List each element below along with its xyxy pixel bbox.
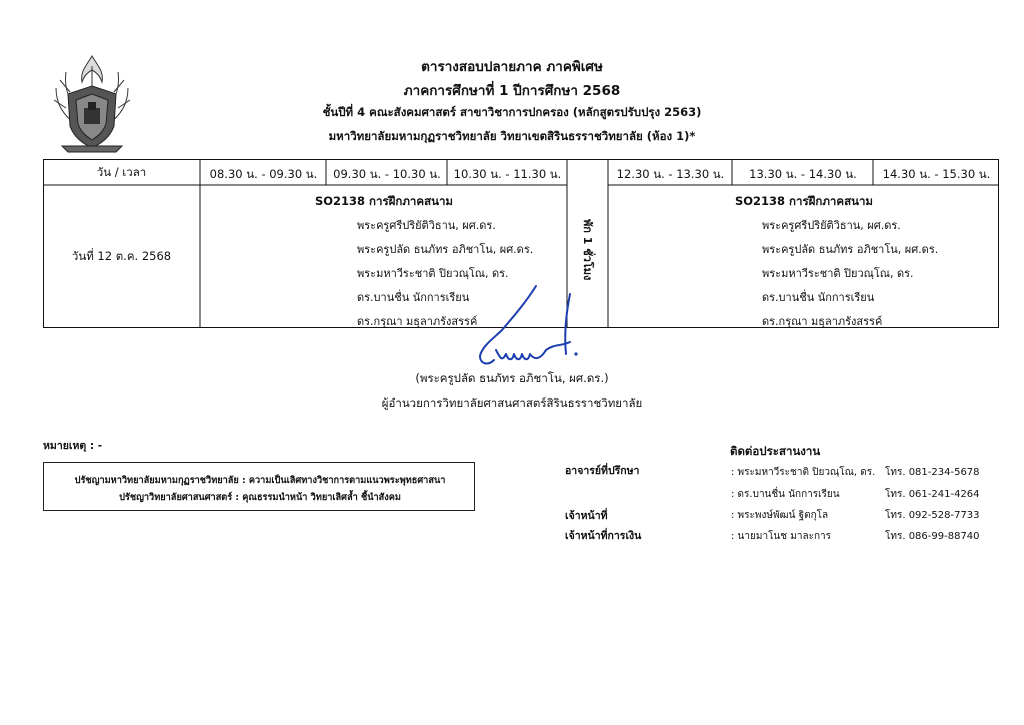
semester-title: ภาคการศึกษาที่ 1 ปีการศึกษา 2568 <box>403 83 621 99</box>
contact-role-staff: เจ้าหน้าที่ <box>565 510 608 522</box>
morning-instructor-1: พระครูศรีปริยัติวิธาน, ผศ.ดร. <box>357 219 496 232</box>
corner-header: วัน / เวลา <box>96 165 147 179</box>
slot-header-1: 08.30 น. - 09.30 น. <box>209 167 318 181</box>
afternoon-instructor-1: พระครูศรีปริยัติวิธาน, ผศ.ดร. <box>762 219 901 232</box>
slot-header-2: 09.30 น. - 10.30 น. <box>333 167 441 181</box>
afternoon-instructor-2: พระครูปลัด ธนภัทร อภิชาโน, ผศ.ดร. <box>762 243 939 256</box>
signatory-name: (พระครูปลัด ธนภัทร อภิชาโน, ผศ.ดร.) <box>415 371 609 385</box>
contact-name-2: : ดร.บานชื่น นักการเรียน <box>731 489 840 500</box>
campus-line: มหาวิทยาลัยมหามกุฏราชวิทยาลัย วิทยาเขตสิรินธรราชวิทยาลัย (ห้อง 1)* <box>328 129 696 143</box>
contact-tel-2: โทร. 061-241-4264 <box>885 489 980 500</box>
afternoon-course: SO2138 การฝึกภาคสนาม <box>734 194 874 208</box>
contact-name-1: : พระมหาวีระชาติ ปิยวณฺโณ, ดร. <box>731 467 876 478</box>
morning-course: SO2138 การฝึกภาคสนาม <box>314 194 454 208</box>
morning-instructor-3: พระมหาวีระชาติ ปิยวณฺโณ, ดร. <box>357 267 509 280</box>
slot-header-3: 10.30 น. - 11.30 น. <box>453 167 562 181</box>
slot-header-4: 12.30 น. - 13.30 น. <box>616 167 725 181</box>
exam-schedule-title: ตารางสอบปลายภาค ภาคพิเศษ <box>421 59 603 75</box>
contact-name-3: : พระพงษ์พัฒน์ ฐิตกุโล <box>731 510 829 521</box>
college-philosophy: ปรัชญาวิทยาลัยศาสนศาสตร์ : คุณธรรมนำหน้า วิทยาเลิศล้ำ ชี้นำสังคม <box>119 492 401 503</box>
program-line: ชั้นปีที่ 4 คณะสังคมศาสตร์ สาขาวิชาการปกครอง (หลักสูตรปรับปรุง 2563) <box>322 105 702 119</box>
break-label: พัก 1 ชั่วโมง <box>581 219 594 281</box>
contact-tel-3: โทร. 092-528-7733 <box>885 510 980 521</box>
contact-tel-1: โทร. 081-234-5678 <box>885 467 980 478</box>
exam-date: วันที่ 12 ต.ค. 2568 <box>71 249 172 263</box>
afternoon-instructor-4: ดร.บานชื่น นักการเรียน <box>762 291 875 304</box>
contact-tel-4: โทร. 086-99-88740 <box>885 531 980 542</box>
slot-header-6: 14.30 น. - 15.30 น. <box>882 167 991 181</box>
morning-instructor-2: พระครูปลัด ธนภัทร อภิชาโน, ผศ.ดร. <box>357 243 534 256</box>
handwritten-signature <box>470 280 590 372</box>
afternoon-instructor-5: ดร.กรุณา มธุลาภรังสรรค์ <box>762 315 883 328</box>
contact-role-finance: เจ้าหน้าที่การเงิน <box>565 530 642 542</box>
philosophy-box <box>43 462 475 511</box>
contact-name-4: : นายมาโนช มาละการ <box>731 531 831 542</box>
remark: หมายเหตุ : - <box>43 440 103 452</box>
contact-title: ติดต่อประสานงาน <box>730 444 821 458</box>
morning-instructor-4: ดร.บานชื่น นักการเรียน <box>357 291 470 304</box>
signatory-title: ผู้อำนวยการวิทยาลัยศาสนศาสตร์สิรินธรราชวิทยาลัย <box>381 396 643 410</box>
afternoon-instructor-3: พระมหาวีระชาติ ปิยวณฺโณ, ดร. <box>762 267 914 280</box>
contact-role-advisor: อาจารย์ที่ปรึกษา <box>565 465 640 477</box>
slot-header-5: 13.30 น. - 14.30 น. <box>749 167 857 181</box>
university-philosophy: ปรัชญามหาวิทยาลัยมหามกุฏราชวิทยาลัย : ความเป็นเลิศทางวิชาการตามแนวพระพุทธศาสนา <box>74 475 446 486</box>
morning-instructor-5: ดร.กรุณา มธุลาภรังสรรค์ <box>357 315 478 328</box>
